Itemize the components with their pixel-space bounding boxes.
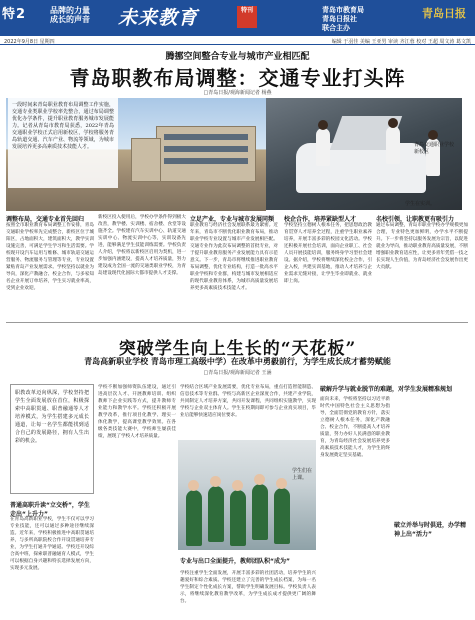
story1-kicker: 腾挪空间整合专业与城市产业相匹配: [165, 52, 310, 62]
students-photo: [178, 440, 316, 550]
story2-column-5: 面向未来，学校将坚持以习近平新时代中国特色社会主义思想为指导，全面贯彻党的教育方针，落实立德树人根本任务，深化产教融合、校企合作，不断提高人才培养质量，努力办好人民满意的职业教育，为青岛经济社会发展培养更多高素质技术技能人才，为学生的终身发展奠定坚实基础。: [320, 397, 390, 458]
story2-quote-box: [10, 384, 94, 494]
story1-column-4: 学校坚持立德树人根本任务，把思想政治教育贯穿人才培养全过程，注重学生职业素养培养，开展丰富多彩的校园文化活动。学校还积极开展社会培训，面向企业职工、社会人员开展技能培训，服务终身学习型社会建设。据介绍，学校将继续深化校企合作，引企入校，共建实训基地，推动人才培养与企业需求无缝对接，让学生毕业即就业、就业即上岗。: [284, 223, 372, 284]
editor-credits: 编辑 于羽佳 美编 王亚男 审读 齐江蓉 校对 王超 周文涛 葛文凯: [331, 39, 471, 45]
slogan: [50, 6, 90, 24]
story1-column-3: 职业教育与经济社会发展联系最为紧密。近年来，青岛市不断优化职业教育布局，推动职业学校专业设置与城市产业发展相匹配。交通专业作为此次布局调整的首批专业，对于提升职业教育服务产业发展能力具有示范意义。下一步，青岛市将继续推进职业教育布局调整，优化专业结构，打造一批高水平职业学校和专业群，构建与城市发展相适应的现代职业教育体系，为城市高质量发展培养更多高素质技术技能人才。: [190, 223, 278, 291]
issue-date: 2022年9月8日 星期四: [4, 39, 55, 45]
story2-subhead-2: 专业与出口全面提升，教师团队积“成为”: [180, 558, 290, 565]
page-label: 特2: [2, 7, 27, 22]
story2-subheadline: 青岛高新职业学校 青岛市理工高级中学）在改革中勇毅前行，为学生成长成才蓄势赋能: [84, 357, 391, 366]
publisher-line-1: 青岛市教育局: [322, 6, 364, 14]
masthead: [0, 0, 475, 36]
story2-subhead-1: 普通高职升读“立交桥”，学生走出“上升力”: [10, 502, 90, 518]
story1-subhead-2: 立足产业，专业与城市发展同频: [190, 216, 275, 223]
car-photo-caption: 学生在实训。: [405, 201, 436, 207]
publisher-line-2: 青岛日报社: [322, 15, 357, 23]
story1-column-2: 新校区投入使用后，学校办学条件得到极大改善，教学楼、实训楼、宿舍楼、食堂等设施齐全。学校建有汽车实训中心、轨道交通实训中心、物流实训中心等，实训设备先进，能够满足学生技能训练需要。学校负责人介绍，学校将以新校区启用为契机，进一步加强内涵建设，提高人才培养质量，努力建设成为全国一流的交通类职业学校，为青岛建设现代化国际大都市提供人才支撑。: [98, 215, 186, 276]
story2-column-1: 在青岛高新职业学校，学生不仅可以学习专业技能，还可以通过多种途径继续深造。近年来，学校积极推进中高职贯通培养，与多所高职院校合作开设贯通培养专业，为学生打通升学通道。学校还开设综合高中班，探索职普融通育人模式，学生可以根据自身兴趣和特长选择发展方向，实现多元发展。: [10, 517, 94, 571]
section-title: 未来教育: [118, 7, 199, 29]
story2-column-2: 学校不断加强师资队伍建设，通过引进高层次人才、开展教师培训、组织教师下企业实践等方式，提升教师专业能力和教学水平。学校还积极开展教学改革，推行项目化教学、理实一体化教学，提高课堂教学效果。在各级各类技能大赛中，学校师生屡获佳绩，展现了学校人才培养质量。: [98, 385, 176, 439]
story1-subhead-3: 校企合作，培养紧缺型人才: [284, 216, 357, 223]
story2-headline: 突破学生向上生长的“天花板”: [118, 339, 357, 359]
story2-subhead-3: 破解升学与就业脱节的难题，对学生发展精准规划: [320, 386, 453, 393]
story2-column-4: 学校注重学生全面发展，开展丰富多彩的社团活动，培养学生的兴趣爱好和综合素质。学校还建立了完善的学生成长档案，为每一名学生制定个性化成长方案，帮助学生明确发展目标。学校负责人表示，将继续深化教育教学改革，为学生成长成才提供更广阔的舞台。: [180, 571, 316, 604]
story1-lead: 一段时间来青岛职业教育布局调整工作实施，交通专业类职业学校率先整合，通过布局调整优化办学条件，提升职业教育服务城市发展能力。记者从青岛市教育局获悉，2022年青岛交通职业学校正式启用新校区，学校将服务青岛轨道交通、汽车产业、物流等领域，为城市发展培养更多高素质技术技能人才。: [8, 98, 118, 188]
story2-byline: □青岛日报/观海新闻记者 王涵: [203, 370, 272, 376]
story-divider: [6, 322, 468, 323]
story1-column-5: 通过布局调整，青岛市职业学校办学规模更加合理，专业特色更加鲜明，办学水平不断提升。下一步将坚持以服务发展为宗旨，以促进就业为导向，推动职业教育高质量发展，不断增强职业教育适应性，让更多青年凭借一技之长实现人生价值，为青岛经济社会发展作出更大贡献。: [376, 223, 468, 270]
special-stamp: 特刊: [237, 6, 257, 28]
publisher-suffix: 联合主办: [322, 24, 350, 32]
story2-subhead-4: 破立并举与时俱进，办学精神上出“活力”: [394, 522, 467, 538]
story2-quote-text: 职教改革迈向纵深，学校坚持把学生全面发展放在首位，积极探索中高职贯通、职普融通等人才培养模式，为学生搭建多元成长通道，让每一名学生都能找到适合自己的发展路径，拥有人生出彩的机会。: [15, 390, 89, 444]
dateline: [0, 36, 475, 45]
story1-subhead-4: 名校引领，让职教更有吸引力: [376, 216, 455, 223]
story1-column-1: 按照全市职业教育布局调整工作安排，青岛交通职业学校率先完成整合，新校区位于城阳区，占地面积大，建筑面积大，教学实训设施完善，可满足学生学习和生活需要。学校现开设汽车运用与维修、城市轨道交通运营服务、物流服务与管理等专业，专业设置紧贴青岛产业发展需求。学校坚持以就业为导向，深化产教融合、校企合作，与多家知名企业开展订单培养，学生实习就业率高，受到企业欢迎。: [6, 223, 94, 291]
students-photo-caption: 学生们在上课。: [292, 468, 313, 481]
story1-headline: 青岛职教布局调整：交通专业打头阵: [69, 66, 406, 90]
slogan-line-1: 品牌的力量: [50, 6, 90, 15]
slogan-line-2: 成长的声音: [50, 15, 90, 24]
story1-byline: □青岛日报/观海新闻记者 杨燕: [203, 90, 272, 96]
campus-photo-caption: 青岛交通职业学校新校区: [414, 142, 455, 155]
story2-column-3: 学校结合区域产业发展需要，优化专业布局，重点打造智能制造、信息技术等专业群。学校与高新区企业深度合作，共建产业学院，共同制定人才培养方案，共同开发课程，共同组织实施教学，实现学校与企业双主体育人。学生在校期间即可参与企业真实项目，毕业后能够快速适应岗位要求。: [180, 385, 316, 418]
publisher-info: [322, 6, 364, 33]
story1-subhead-1: 调整布局，交通专业首先回归: [6, 216, 85, 223]
newspaper-logo: 青岛日报: [422, 7, 466, 20]
